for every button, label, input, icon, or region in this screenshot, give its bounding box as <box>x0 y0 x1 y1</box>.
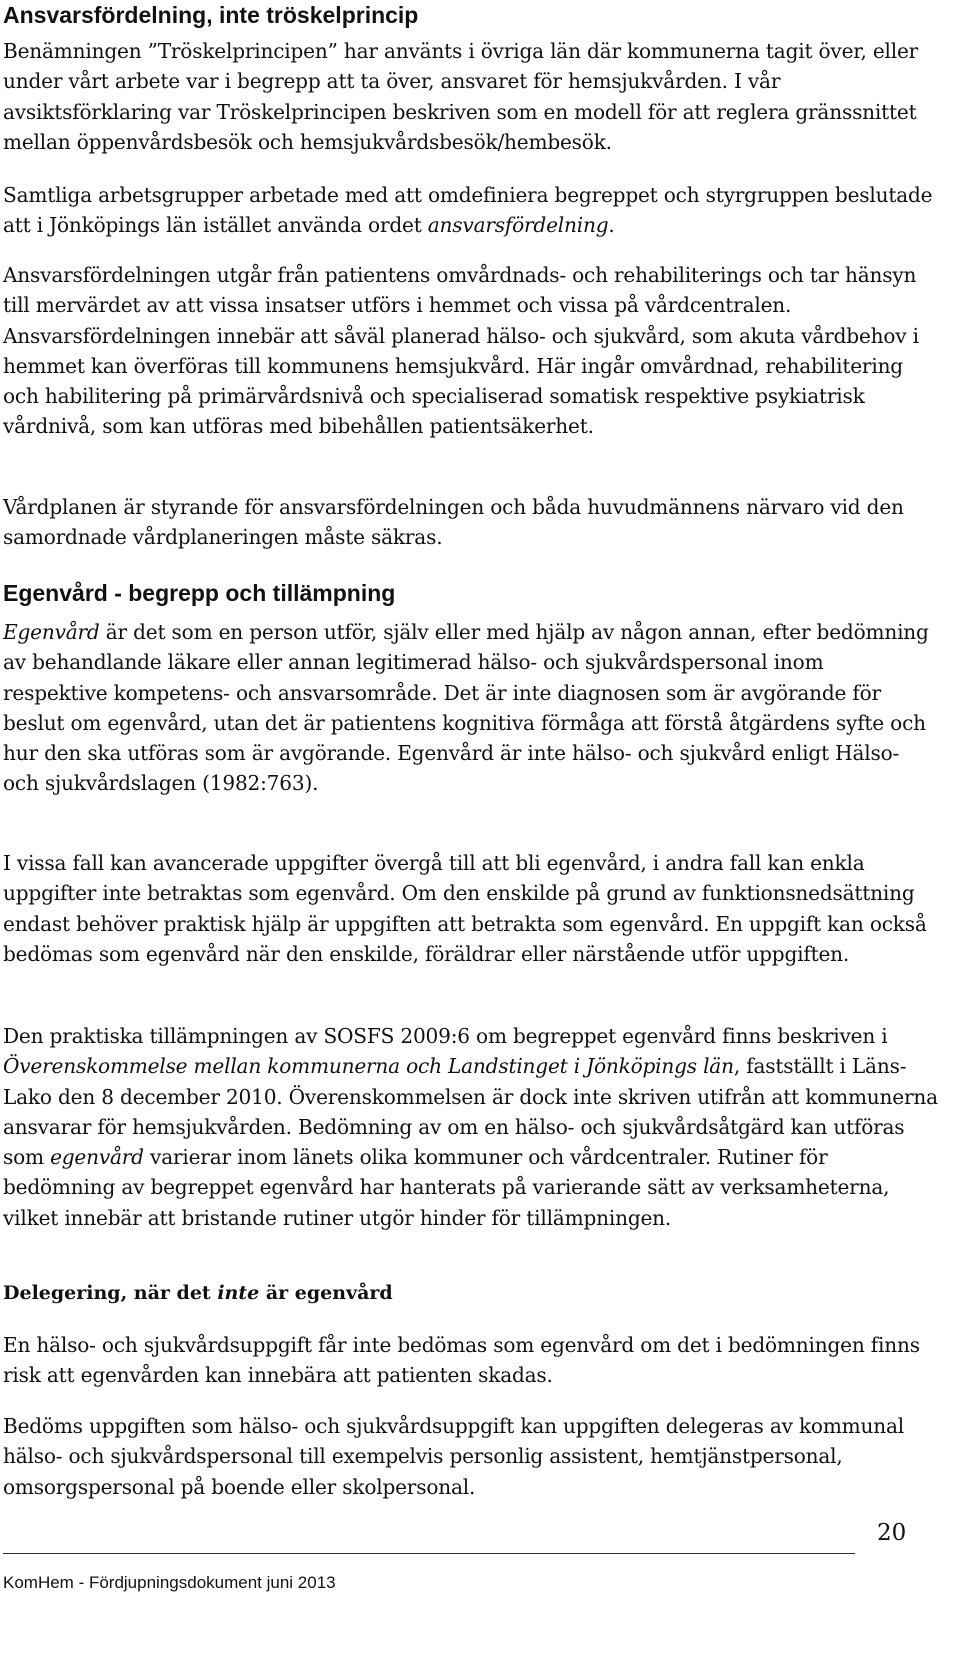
page-number: 20 <box>877 1520 907 1546</box>
heading-text: Delegering, när det <box>3 1282 218 1304</box>
paragraph-arbetsgrupper <box>3 180 933 241</box>
paragraph-vardplanen: Vårdplanen är styrande för ansvarsfördelningen och båda huvudmännens närvaro vid den samordnade vårdplaneringen måste säkras. <box>3 495 904 550</box>
paragraph-ansvarsfordelningen: Ansvarsfördelningen utgår från patientens omvårdnads- och rehabiliterings och tar hänsyn till mervärdet av att vissa insatser utförs i hemmet och vissa på vårdcentralen. Ansvarsfördelningen innebär att såväl planerad hälso- och sjukvård, som akuta vårdbehov i hemmet kan överföras till kommunens hemsjukvård. Här ingår omvårdnad, rehabilitering och habilitering på primärvårdsnivå och specialiserad somatisk respektive psykiatrisk vårdnivå, som kan utföras med bibehållen patientsäkerhet. <box>3 263 919 439</box>
footer-title: KomHem - Fördjupningsdokument juni 2013 <box>3 1573 336 1592</box>
section-heading-ansvarsfordelning: Ansvarsfördelning, inte tröskelprincip <box>3 2 419 28</box>
paragraph-egenvard-definition <box>3 617 933 799</box>
paragraph-text: . <box>608 213 615 238</box>
emphasis-overenskommelse: Överenskommelse mellan kommunerna och Landstinget i Jönköpings län <box>3 1054 734 1079</box>
paragraph-text: Den praktiska tillämpningen av SOSFS 2009:6 om begreppet egenvård finns beskriven i <box>3 1024 888 1048</box>
paragraph-text: varierar inom länets olika kommuner och vårdcentraler. Rutiner för bedömning av begreppet egenvård har hanterats på varierande sätt av verksamheterna, vilket innebär att bristande rutiner utgör hinder för tillämpningen. <box>3 1145 890 1230</box>
emphasis-egenvard: Egenvård <box>3 620 100 644</box>
paragraph-avancerade-uppgifter: I vissa fall kan avancerade uppgifter övergå till att bli egenvård, i andra fall kan enkla uppgifter inte betraktas som egenvård. Om den enskilde på grund av funktionsnedsättning endast behöver praktisk hjälp är uppgiften att betrakta som egenvård. En uppgift kan också bedömas som egenvård när den enskilde, föräldrar eller närstående utför uppgiften. <box>3 851 927 966</box>
paragraph-text: Samtliga arbetsgrupper arbetade med att omdefiniera begreppet och styrgruppen beslutade att i Jönköpings län istället använda ordet <box>3 183 933 238</box>
paragraph-delegeras: Bedöms uppgiften som hälso- och sjukvårdsuppgift kan uppgiften delegeras av kommunal hälso- och sjukvårdspersonal till exempelvis personlig assistent, hemtjänstpersonal, omsorgspersonal på boende eller skolpersonal. <box>3 1414 905 1499</box>
emphasis-egenvard: egenvård <box>50 1145 144 1170</box>
paragraph-text: är det som en person utför, själv eller med hjälp av någon annan, efter bedömning av behandlande läkare eller annan legitimerad hälso- och sjukvårdspersonal inom respektive kompetens- och ansvarsområde. Det är inte diagnosen som är avgörande för beslut om egenvård, utan det är patientens kognitiva förmåga att förstå åtgärdens syfte och hur den ska utföras som är avgörande. Egenvård är inte hälso- och sjukvård enligt Hälso- och sjukvårdslagen (1982:763). <box>3 620 929 796</box>
section-heading-egenvard: Egenvård - begrepp och tillämpning <box>3 580 396 606</box>
paragraph-praktiska-tillampningen <box>3 1021 938 1233</box>
paragraph-troskelprincip: Benämningen ”Tröskelprincipen” har använts i övriga län där kommunerna tagit över, eller under vårt arbete var i begrepp att ta över, ansvaret för hemsjukvården. I vår avsiktsförklaring var Tröskelprincipen beskriven som en modell för att reglera gränssnittet mellan öppenvårdsbesök och hemsjukvårdsbesök/hembesök. <box>3 39 919 154</box>
paragraph-halso-sjukvardsuppgift: En hälso- och sjukvårdsuppgift får inte bedömas som egenvård om det i bedömningen finns risk att egenvården kan innebära att patienten skadas. <box>3 1333 920 1388</box>
emphasis-ansvarsfordelning: ansvarsfördelning <box>427 213 609 238</box>
paragraph-text: , fastställt i Läns-Lako den 8 december 2010. Överenskommelsen är dock inte skriven utifrån att kommunerna ansvarar för hemsjukvården. Bedömning av om en hälso- och sjukvårdsåtgärd kan utföras som <box>3 1054 938 1170</box>
footer-divider <box>3 1553 855 1554</box>
heading-text: är egenvård <box>259 1282 393 1304</box>
subsection-heading-delegering <box>3 1278 393 1308</box>
emphasis-inte: inte <box>217 1282 260 1304</box>
